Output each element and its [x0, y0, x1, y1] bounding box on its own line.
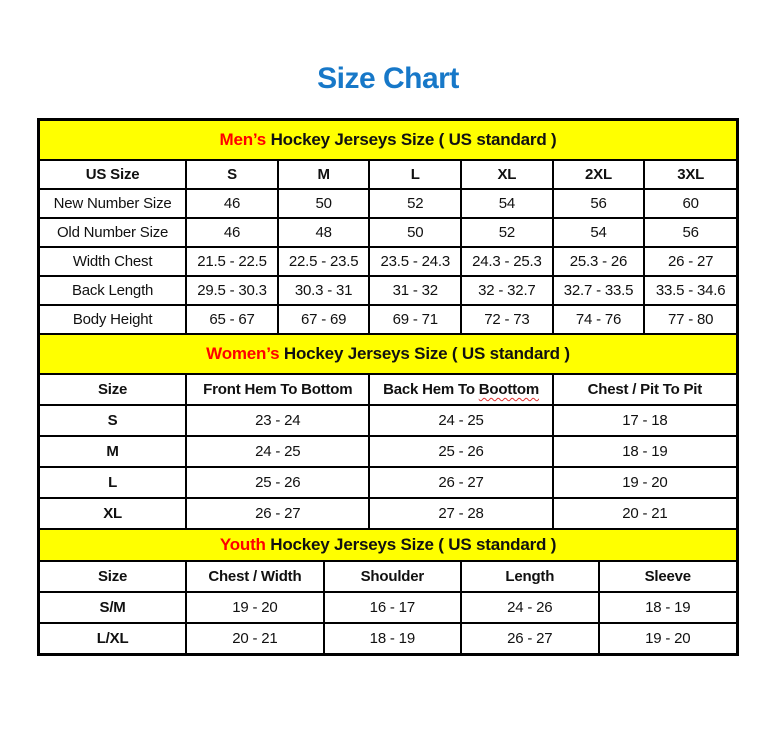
cell-value: 32 - 32.7 [461, 276, 553, 305]
cell-value: 30.3 - 31 [278, 276, 370, 305]
column-header: Chest / Width [186, 561, 323, 592]
cell-value: 56 [553, 189, 645, 218]
column-header: S [186, 160, 278, 189]
section-mens [40, 121, 736, 335]
cell-value: 27 - 28 [369, 498, 552, 529]
section-heading-text: Hockey Jerseys Size ( US standard ) [266, 130, 557, 149]
cell-value: 74 - 76 [553, 305, 645, 334]
cell-value: 32.7 - 33.5 [553, 276, 645, 305]
cell-value: 69 - 71 [369, 305, 461, 334]
cell-value: 20 - 21 [553, 498, 736, 529]
section-heading-mens [40, 121, 736, 159]
row-label: S/M [40, 592, 186, 623]
cell-value: 31 - 32 [369, 276, 461, 305]
cell-value: 21.5 - 22.5 [186, 247, 278, 276]
column-header: Sleeve [599, 561, 736, 592]
cell-value: 18 - 19 [553, 436, 736, 467]
section-heading-highlight: Women’s [206, 344, 280, 363]
section-youth [40, 530, 736, 653]
cell-value: 23.5 - 24.3 [369, 247, 461, 276]
column-header: Chest / Pit To Pit [553, 374, 736, 405]
cell-value: 67 - 69 [278, 305, 370, 334]
cell-value: 19 - 20 [553, 467, 736, 498]
cell-value: 54 [461, 189, 553, 218]
table-row [40, 592, 736, 623]
section-womens [40, 335, 736, 530]
cell-value: 46 [186, 218, 278, 247]
table-row [40, 623, 736, 653]
table-header-row [40, 374, 736, 405]
cell-value: 77 - 80 [644, 305, 736, 334]
cell-value: 20 - 21 [186, 623, 323, 653]
cell-value: 19 - 20 [186, 592, 323, 623]
cell-value: 29.5 - 30.3 [186, 276, 278, 305]
cell-value: 18 - 19 [599, 592, 736, 623]
cell-value: 24 - 25 [186, 436, 369, 467]
section-heading-highlight: Youth [219, 535, 266, 554]
column-header: US Size [40, 160, 186, 189]
cell-value: 23 - 24 [186, 405, 369, 436]
table-row [40, 405, 736, 436]
cell-value: 24 - 25 [369, 405, 552, 436]
row-label: S [40, 405, 186, 436]
column-header: 2XL [553, 160, 645, 189]
section-heading-text: Hockey Jerseys Size ( US standard ) [265, 535, 557, 554]
cell-value: 26 - 27 [644, 247, 736, 276]
table-row [40, 436, 736, 467]
cell-value: 52 [369, 189, 461, 218]
misspelled-word: Boottom [478, 381, 540, 398]
column-header: Back Hem To Boottom [369, 374, 552, 405]
column-header: M [278, 160, 370, 189]
section-heading-highlight: Men’s [219, 130, 267, 149]
cell-value: 26 - 27 [461, 623, 598, 653]
cell-value: 48 [278, 218, 370, 247]
cell-value: 56 [644, 218, 736, 247]
table-row [40, 218, 736, 247]
row-label: Body Height [40, 305, 186, 334]
youth-size-table [40, 560, 736, 653]
cell-value: 50 [278, 189, 370, 218]
cell-value: 24 - 26 [461, 592, 598, 623]
table-header-row [40, 160, 736, 189]
cell-value: 26 - 27 [186, 498, 369, 529]
cell-value: 24.3 - 25.3 [461, 247, 553, 276]
page-title: Size Chart [317, 62, 459, 95]
cell-value: 65 - 67 [186, 305, 278, 334]
column-header: L [369, 160, 461, 189]
cell-value: 19 - 20 [599, 623, 736, 653]
column-header: Size [40, 374, 186, 405]
table-row [40, 467, 736, 498]
cell-value: 46 [186, 189, 278, 218]
cell-value: 18 - 19 [324, 623, 461, 653]
row-label: M [40, 436, 186, 467]
column-header: XL [461, 160, 553, 189]
section-heading-youth [40, 530, 736, 560]
row-label: XL [40, 498, 186, 529]
cell-value: 25 - 26 [369, 436, 552, 467]
cell-value: 25 - 26 [186, 467, 369, 498]
cell-value: 26 - 27 [369, 467, 552, 498]
column-header: Size [40, 561, 186, 592]
row-label: L/XL [40, 623, 186, 653]
cell-value: 22.5 - 23.5 [278, 247, 370, 276]
row-label: Old Number Size [40, 218, 186, 247]
table-row [40, 498, 736, 529]
cell-value: 50 [369, 218, 461, 247]
size-chart-table-container [37, 118, 739, 656]
column-header: Length [461, 561, 598, 592]
row-label: Back Length [40, 276, 186, 305]
table-row [40, 305, 736, 334]
section-heading-text: Hockey Jerseys Size ( US standard ) [279, 344, 570, 363]
column-header: 3XL [644, 160, 736, 189]
table-row [40, 276, 736, 305]
table-header-row [40, 561, 736, 592]
row-label: L [40, 467, 186, 498]
cell-value: 25.3 - 26 [553, 247, 645, 276]
table-row [40, 189, 736, 218]
column-header: Front Hem To Bottom [186, 374, 369, 405]
cell-value: 60 [644, 189, 736, 218]
cell-value: 17 - 18 [553, 405, 736, 436]
cell-value: 33.5 - 34.6 [644, 276, 736, 305]
mens-size-table [40, 159, 736, 335]
column-header: Shoulder [324, 561, 461, 592]
cell-value: 72 - 73 [461, 305, 553, 334]
table-row [40, 247, 736, 276]
womens-size-table [40, 373, 736, 530]
cell-value: 54 [553, 218, 645, 247]
section-heading-womens [40, 335, 736, 373]
cell-value: 16 - 17 [324, 592, 461, 623]
row-label: Width Chest [40, 247, 186, 276]
row-label: New Number Size [40, 189, 186, 218]
cell-value: 52 [461, 218, 553, 247]
